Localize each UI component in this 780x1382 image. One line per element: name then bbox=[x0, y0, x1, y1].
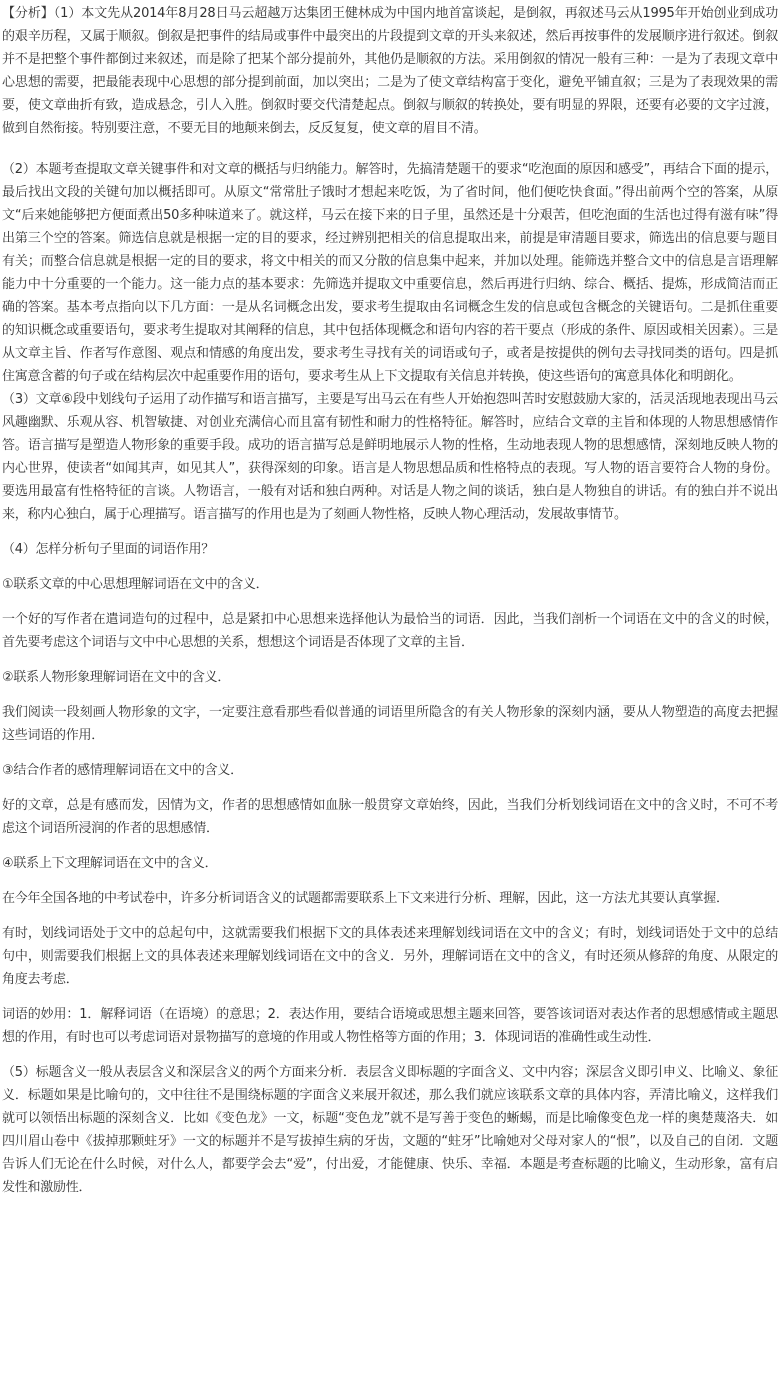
method-3-body: 好的文章，总是有感而发，因情为文，作者的思想感情如血脉一般贯穿文章始终，因此，当我们分析划线词语在文中的含义时，不可不考虑这个词语所浸润的作者的思想感情． bbox=[2, 798, 778, 836]
analysis-part-4-heading: （4）怎样分析句子里面的词语作用？ bbox=[2, 542, 215, 557]
word-usage-summary: 词语的妙用：1．解释词语（在语境）的意思；2．表达作用，要结合语境或思想主题来回答，要答该词语对表达作者的思想感情或主题思想的作用，有时也可以考虑词语对景物描写的意境的作用或人物性格等方面的作用；3．体现词语的准确性或生动性． bbox=[2, 1007, 778, 1045]
method-2-title: ②联系人物形象理解词语在文中的含义． bbox=[2, 670, 231, 685]
analysis-part-2: （2）本题考查提取文章关键事件和对文章的概括与归纳能力。解答时，先搞清楚题干的要求“吃泡面的原因和感受”，再结合下面的提示，最后找出文段的关键句加以概括即可。从原文“常常肚子饿时才想起来吃饭，为了省时间，他们便吃快食面。”得出前两个空的答案，从原文“后来她能够把方便面煮出50多种味道来了。就这样，马云在接下来的日子里，虽然还是十分艰苦，但吃泡面的生活也过得有滋有味”得出第三个空的答案。筛选信息就是根据一定的目的要求，经过辨别把相关的信息提取出来，前提是审清题目要求，筛选出的信息要与题目有关；而整合信息就是根据一定的目的要求，将文中相关的而又分散的信息集中起来，并加以处理。能筛选并整合文中的信息是言语理解能力中十分重要的一个能力。这一能力点的基本要求：先筛选并提取文中重要信息，然后再进行归纳、综合、概括、提炼，形成简洁而正确的答案。基本考点指向以下几方面：一是从名词概念出发，要求考生提取由名词概念生发的信息或包含概念的关键语句。二是抓住重要的知识概念或重要语句，要求考生提取对其阐释的信息，其中包括体现概念和语句内容的若干要点（形成的条件、原因或相关因素）。三是从文章主旨、作者写作意图、观点和情感的角度出发，要求考生寻找有关的词语或句子，或者是按提供的例句去寻找同类的语句。四是抓住寓意含蓄的句子或在结构层次中起重要作用的语句，要求考生从上下文提取有关信息并转换，使这些语句的寓意具体化和明朗化。 bbox=[2, 162, 778, 384]
method-2-body: 我们阅读一段刻画人物形象的文字，一定要注意看那些看似普通的词语里所隐含的有关人物形象的深刻内涵，要从人物塑造的高度去把握这些词语的作用． bbox=[2, 705, 778, 743]
method-3-title: ③结合作者的感情理解词语在文中的含义． bbox=[2, 763, 243, 778]
method-1-title: ①联系文章的中心思想理解词语在文中的含义． bbox=[2, 577, 269, 592]
analysis-part-3: （3）文章⑥段中划线句子运用了动作描写和语言描写，主要是写出马云在有些人开始抱怨叫苦时安慰鼓励大家的，活灵活现地表现出马云风趣幽默、乐观从容、机智敏捷、对创业充满信心而且富有韧性和耐力的性格特征。解答时，应结合文章的主旨和体现的人物思想感情作答。语言描写是塑造人物形象的重要手段。成功的语言描写总是鲜明地展示人物的性格，生动地表现人物的思想感情，深刻地反映人物的内心世界，使读者“如闻其声，如见其人”，获得深刻的印象。语言是人物思想品质和性格特点的表现。写人物的语言要符合人物的身份。要选用最富有性格特征的言谈。人物语言，一般有对话和独白两种。对话是人物之间的谈话，独白是人物独自的讲话。有的独白并不说出来，称内心独白，属于心理描写。语言描写的作用也是为了刻画人物性格，反映人物心理活动，发展故事情节。 bbox=[2, 392, 778, 522]
method-4-title: ④联系上下文理解词语在文中的含义． bbox=[2, 856, 218, 871]
analysis-part-5: （5）标题含义一般从表层含义和深层含义的两个方面来分析．表层含义即标题的字面含义、文中内容；深层含义即引申义、比喻义、象征义．标题如果是比喻句的，文中往往不是围绕标题的字面含义来展开叙述，那么我们就应该联系文章的具体内容，弄清比喻义，这样我们就可以领悟出标题的深刻含义．比如《变色龙》一文，标题“变色龙”就不是写善于变色的蜥蜴，而是比喻像变色龙一样的奥楚蔑洛夫．如四川眉山卷中《拔掉那颗蛀牙》一文的标题并不是写拔掉生病的牙齿，文题的“蛀牙”比喻她对父母对家人的“恨”，以及自己的自闭．文题告诉人们无论在什么时候，对什么人，都要学会去“爱”，付出爱，才能健康、快乐、幸福．本题是考查标题的比喻义，生动形象，富有启发性和激励性． bbox=[2, 1065, 778, 1195]
method-4-body: 在今年全国各地的中考试卷中，许多分析词语含义的试题都需要联系上下文来进行分析、理解，因此，这一方法尤其要认真掌握． bbox=[2, 891, 729, 906]
analysis-part-1: 【分析】（1）本文先从2014年8月28日马云超越万达集团王健林成为中国内地首富谈起，是倒叙，再叙述马云从1995年开始创业到成功的艰辛历程，又属于顺叙。倒叙是把事件的结局或事件中最突出的片段提到文章的开头来叙述，然后再按事件的发展顺序进行叙述。倒叙并不是把整个事件都倒过来叙述，而是除了把某个部分提前外，其他仍是顺叙的方法。采用倒叙的情况一般有三种：一是为了表现文章中心思想的需要，把最能表现中心思想的部分提到前面，加以突出；二是为了使文章结构富于变化，避免平铺直叙；三是为了表现效果的需要，使文章曲折有致，造成悬念，引人入胜。倒叙时要交代清楚起点。倒叙与顺叙的转换处，要有明显的界限，还要有必要的文字过渡，做到自然衔接。特别要注意，不要无目的地颠来倒去，反反复复，使文章的眉目不清。 bbox=[2, 6, 778, 136]
method-1-body: 一个好的写作者在遣词造句的过程中，总是紧扣中心思想来选择他认为最恰当的词语．因此，当我们剖析一个词语在文中的含义的时候，首先要考虑这个词语与文中中心思想的关系，想想这个词语是否体现了文章的主旨． bbox=[2, 612, 778, 650]
method-4-detail: 有时，划线词语处于文中的总起句中，这就需要我们根据下文的具体表述来理解划线词语在文中的含义；有时，划线词语处于文中的总结句中，则需要我们根据上文的具体表述来理解划线词语在文中的含义．另外，理解词语在文中的含义，有时还须从修辞的角度、从限定的角度去考虑． bbox=[2, 926, 778, 987]
